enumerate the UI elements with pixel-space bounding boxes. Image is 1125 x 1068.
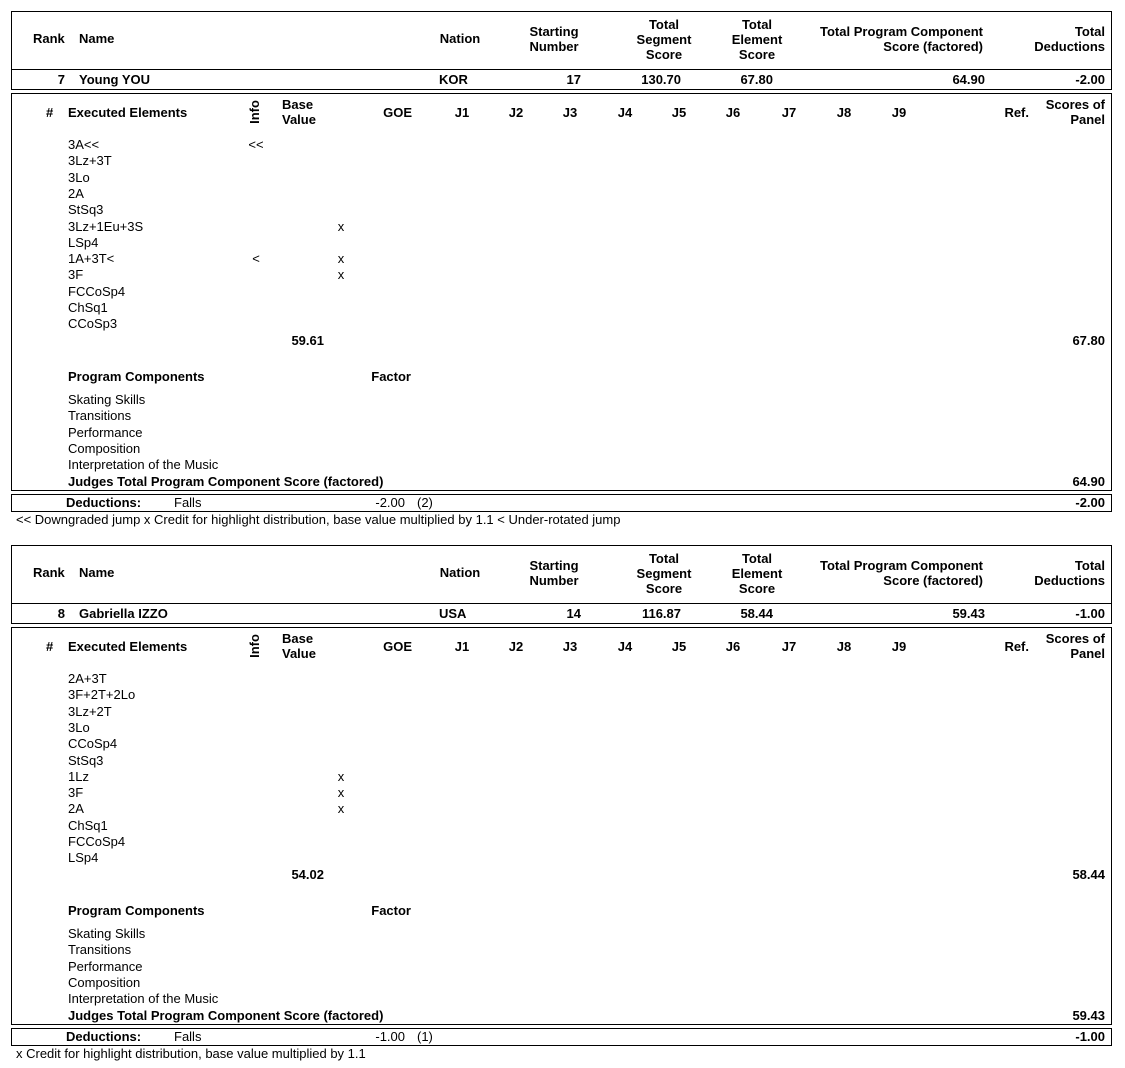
skater-pcs: 64.90	[952, 72, 985, 87]
element-bonus-mark: x	[337, 801, 345, 817]
col-header-judge: J4	[617, 639, 633, 654]
col-header-ref: Ref.	[1004, 639, 1029, 654]
col-header-judge: J4	[617, 105, 633, 120]
header-starting-number: Starting Number	[529, 558, 579, 588]
skater-name: Young YOU	[79, 72, 151, 87]
col-header-judge: J8	[836, 639, 852, 654]
judges-total-pcs-label: Judges Total Program Component Score (factored)	[68, 473, 384, 489]
skater-nation: KOR	[439, 72, 468, 87]
col-header-judge: J9	[891, 639, 907, 654]
col-header-judge: J5	[671, 639, 687, 654]
header-total-deductions: Total Deductions	[1034, 558, 1105, 588]
elements-total: 58.44	[1072, 866, 1105, 882]
col-header-judge: J6	[725, 105, 741, 120]
header-starting-number: Starting Number	[529, 24, 579, 54]
element-name: ChSq1	[68, 300, 108, 315]
details-box	[11, 627, 1112, 1025]
element-name: 3Lz+2T	[68, 703, 112, 719]
deductions-value: -2.00	[375, 495, 405, 510]
base-value-total: 59.61	[291, 332, 324, 348]
deductions-type: Falls	[174, 495, 202, 510]
element-name: 3F	[68, 267, 84, 283]
col-header-judge: J1	[454, 105, 470, 120]
col-header-judge: J8	[836, 105, 852, 120]
col-header-scores-of-panel: Scores of Panel	[1045, 631, 1105, 661]
header-rank: Rank	[33, 31, 65, 46]
legend-footnote: x Credit for highlight distribution, base value multiplied by 1.1	[16, 1046, 366, 1061]
skater-total-segment-score: 130.70	[641, 72, 681, 87]
col-header-judge: J7	[781, 105, 797, 120]
skater-block	[0, 534, 1125, 1068]
skater-start-number: 17	[566, 72, 581, 87]
col-header-goe: GOE	[383, 639, 412, 654]
element-name: LSp4	[68, 850, 99, 866]
element-bonus-mark: x	[337, 785, 345, 801]
element-bonus-mark: x	[337, 267, 345, 283]
skater-total-deductions: -1.00	[1075, 606, 1105, 621]
col-header-base-value: Base Value	[282, 631, 316, 661]
element-name: FCCoSp4	[68, 283, 126, 299]
component-name: Composition	[68, 974, 141, 990]
header-rule	[11, 603, 1112, 604]
col-header-judge: J3	[562, 105, 578, 120]
header-rank: Rank	[33, 565, 65, 580]
element-name: 3Lz+1Eu+3S	[68, 218, 144, 234]
col-header-base-value: Base Value	[282, 97, 316, 127]
col-header-goe: GOE	[383, 105, 412, 120]
element-name: ChSq1	[68, 817, 108, 833]
element-name: 3F+2T+2Lo	[68, 687, 136, 703]
skater-name: Gabriella IZZO	[79, 606, 168, 621]
component-name: Interpretation of the Music	[68, 457, 219, 473]
element-info: <<	[248, 137, 264, 152]
header-nation: Nation	[439, 565, 481, 580]
col-header-info: Info	[247, 634, 262, 658]
col-header-info: Info	[247, 100, 262, 124]
skater-total-element-score: 58.44	[740, 606, 773, 621]
skater-total-segment-score: 116.87	[641, 606, 681, 621]
skater-total-element-score: 67.80	[740, 72, 773, 87]
element-name: 3Lz+3T	[68, 153, 112, 169]
element-bonus-mark: x	[337, 218, 345, 234]
header-pcs-line1: Total Program Component	[820, 558, 983, 573]
col-header-number: #	[46, 105, 54, 120]
element-bonus-mark: x	[337, 768, 345, 784]
skater-rank: 7	[57, 72, 65, 87]
element-name: 2A	[68, 801, 84, 817]
skater-start-number: 14	[566, 606, 581, 621]
component-name: Performance	[68, 424, 143, 440]
element-name: 3Lo	[68, 719, 90, 735]
element-name: 3F	[68, 785, 84, 801]
header-nation: Nation	[439, 31, 481, 46]
header-total-segment-score: Total Segment Score	[636, 551, 692, 596]
element-name: LSp4	[68, 234, 99, 250]
header-pcs-line2: Score (factored)	[883, 573, 983, 588]
skater-total-deductions: -2.00	[1075, 72, 1105, 87]
header-name: Name	[79, 565, 115, 580]
col-header-executed-elements: Executed Elements	[68, 639, 188, 654]
judges-total-pcs-label: Judges Total Program Component Score (factored)	[68, 1007, 384, 1023]
skater-rank: 8	[57, 606, 65, 621]
factor-heading: Factor	[371, 903, 411, 918]
component-name: Transitions	[68, 408, 132, 424]
element-name: 2A+3T	[68, 671, 107, 686]
col-header-number: #	[46, 639, 54, 654]
col-header-judge: J3	[562, 639, 578, 654]
legend-footnote: << Downgraded jump x Credit for highlight distribution, base value multiplied by 1.1 < Under-rotated jump	[16, 512, 621, 527]
deductions-total: -2.00	[1075, 495, 1105, 510]
deductions-label: Deductions:	[66, 495, 142, 510]
col-header-scores-of-panel: Scores of Panel	[1045, 97, 1105, 127]
col-header-judge: J2	[508, 639, 524, 654]
program-components-heading: Program Components	[68, 903, 205, 918]
deductions-value: -1.00	[375, 1029, 405, 1044]
element-name: 1A+3T<	[68, 251, 115, 267]
component-name: Skating Skills	[68, 926, 146, 941]
col-header-judge: J9	[891, 105, 907, 120]
header-total-element-score: Total Element Score	[731, 17, 783, 62]
header-total-element-score: Total Element Score	[731, 551, 783, 596]
skater-nation: USA	[439, 606, 467, 621]
factor-heading: Factor	[371, 369, 411, 384]
col-header-executed-elements: Executed Elements	[68, 105, 188, 120]
element-name: StSq3	[68, 202, 104, 218]
element-name: StSq3	[68, 752, 104, 768]
element-name: 1Lz	[68, 768, 89, 784]
component-name: Transitions	[68, 942, 132, 958]
col-header-judge: J5	[671, 105, 687, 120]
deductions-label: Deductions:	[66, 1029, 142, 1044]
header-rule	[11, 69, 1112, 70]
col-header-judge: J6	[725, 639, 741, 654]
header-pcs-line2: Score (factored)	[883, 39, 983, 54]
col-header-judge: J2	[508, 105, 524, 120]
deductions-total: -1.00	[1075, 1029, 1105, 1044]
component-name: Skating Skills	[68, 392, 146, 407]
element-name: 3A<<	[68, 137, 100, 152]
judges-total-pcs-value: 59.43	[1072, 1007, 1105, 1023]
element-name: CCoSp4	[68, 736, 118, 752]
element-name: 3Lo	[68, 169, 90, 185]
elements-total: 67.80	[1072, 332, 1105, 348]
col-header-ref: Ref.	[1004, 105, 1029, 120]
header-total-deductions: Total Deductions	[1034, 24, 1105, 54]
col-header-judge: J1	[454, 639, 470, 654]
base-value-total: 54.02	[291, 866, 324, 882]
deductions-type: Falls	[174, 1029, 202, 1044]
deductions-count: (2)	[417, 495, 433, 510]
element-name: 2A	[68, 185, 84, 201]
header-total-segment-score: Total Segment Score	[636, 17, 692, 62]
component-name: Interpretation of the Music	[68, 991, 219, 1007]
component-name: Composition	[68, 440, 141, 456]
details-box	[11, 93, 1112, 491]
header-name: Name	[79, 31, 115, 46]
header-pcs-line1: Total Program Component	[820, 24, 983, 39]
element-bonus-mark: x	[337, 251, 345, 267]
element-name: FCCoSp4	[68, 834, 126, 849]
col-header-judge: J7	[781, 639, 797, 654]
judges-total-pcs-value: 64.90	[1072, 473, 1105, 489]
skater-pcs: 59.43	[952, 606, 985, 621]
element-name: CCoSp3	[68, 316, 118, 332]
component-name: Performance	[68, 958, 143, 974]
program-components-heading: Program Components	[68, 369, 205, 384]
element-info: <	[252, 251, 260, 267]
deductions-count: (1)	[417, 1029, 433, 1044]
